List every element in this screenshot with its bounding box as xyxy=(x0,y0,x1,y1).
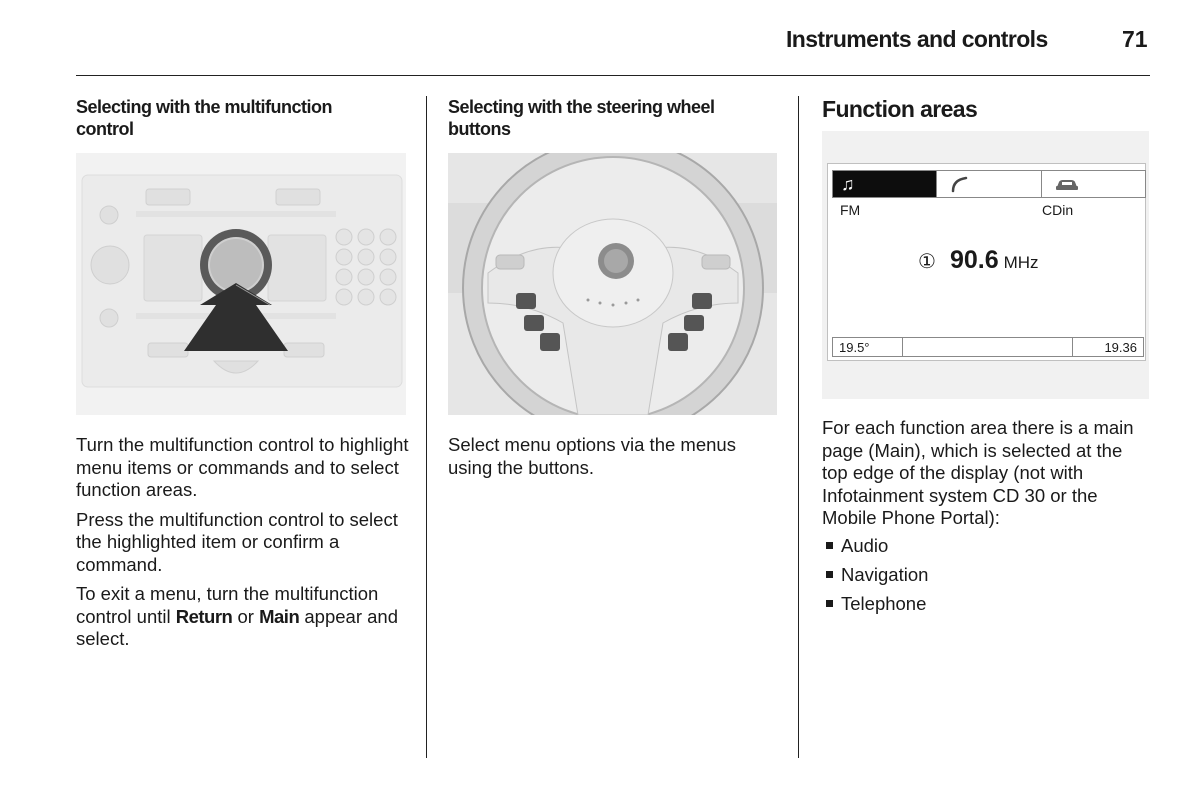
column-steering-wheel xyxy=(448,96,778,140)
status-bar xyxy=(832,337,1144,357)
subheading-steering-wheel: Selecting with the steering wheel buttons xyxy=(448,97,715,139)
outside-temperature: 19.5° xyxy=(833,338,903,356)
list-item xyxy=(822,535,1152,558)
main-label: Main xyxy=(259,605,300,627)
steering-wheel-illustration xyxy=(448,153,777,415)
list-item xyxy=(822,564,1152,587)
exit-text-end: appear and select. xyxy=(76,605,399,649)
column-function-areas-body xyxy=(822,417,1152,622)
heading-function-areas: Function areas xyxy=(822,96,978,122)
page-number: 71 xyxy=(1122,26,1148,52)
source-label: CDin xyxy=(1042,202,1074,218)
list-item-label: Telephone xyxy=(841,592,927,614)
paragraph-turn: Turn the multifunction control to highlight menu items or commands and to select function areas. xyxy=(76,434,409,500)
column-multifunction xyxy=(76,96,408,140)
frequency-readout xyxy=(918,246,1039,275)
band-label: FM xyxy=(840,202,861,218)
column-steering-wheel-body xyxy=(448,434,778,486)
list-item-label: Navigation xyxy=(841,563,929,585)
exit-text-mid: or xyxy=(232,605,260,627)
music-note-icon: ♫ xyxy=(841,174,855,194)
clock-time: 19.36 xyxy=(1104,339,1137,355)
column-divider-1 xyxy=(426,96,427,758)
tab-audio[interactable] xyxy=(833,171,937,197)
bullet-icon xyxy=(826,571,833,578)
frequency-value: 90.6 xyxy=(949,246,999,274)
infotainment-display xyxy=(827,163,1146,361)
phone-icon xyxy=(949,175,971,193)
steering-wheel-drawing xyxy=(448,153,777,415)
section-title: Instruments and controls xyxy=(786,26,1048,52)
column-multifunction-body xyxy=(76,434,411,658)
return-label: Return xyxy=(175,605,233,627)
bullet-icon xyxy=(826,600,833,607)
paragraph-steering-wheel: Select menu options via the menus using the buttons. xyxy=(448,434,736,478)
function-area-tabs xyxy=(832,170,1146,198)
car-icon xyxy=(1054,176,1080,192)
tab-vehicle[interactable] xyxy=(1042,171,1145,197)
paragraph-exit xyxy=(76,583,411,651)
column-function-areas xyxy=(822,96,1152,122)
paragraph-function-areas: For each function area there is a main page (Main), which is selected at the top edge of the display (not with Infotainment system CD 30 or the Mobile Phone Portal): xyxy=(822,417,1134,528)
multifunction-control-illustration xyxy=(76,153,406,415)
function-area-display-illustration xyxy=(822,131,1149,399)
list-item xyxy=(822,593,1152,616)
column-divider-2 xyxy=(798,96,799,758)
paragraph-press: Press the multifunction control to select the highlighted item or confirm a command. xyxy=(76,508,398,575)
header-divider xyxy=(76,75,1150,76)
list-item-label: Audio xyxy=(841,534,889,556)
status-middle xyxy=(903,338,1073,356)
radio-panel-drawing xyxy=(76,153,406,415)
frequency-unit: MHz xyxy=(1003,253,1039,272)
function-area-list xyxy=(822,535,1152,616)
exit-text-start: To exit a menu, turn the multifunction control until xyxy=(76,583,379,627)
tab-telephone[interactable] xyxy=(937,171,1041,197)
preset-number: ① xyxy=(918,251,936,273)
subheading-multifunction: Selecting with the multifunction control xyxy=(76,97,332,139)
bullet-icon xyxy=(826,542,833,549)
